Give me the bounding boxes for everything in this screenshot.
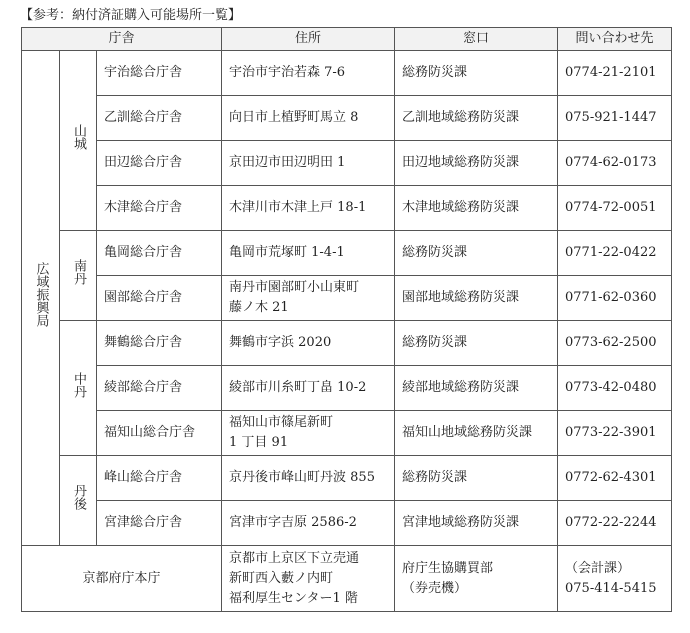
table-row bbox=[22, 411, 672, 456]
address-cell bbox=[222, 276, 395, 321]
region-cell: 山城 bbox=[60, 51, 97, 231]
address-line: 藤ノ木 21 bbox=[229, 300, 289, 315]
window-cell: 総務防災課 bbox=[395, 321, 558, 366]
region-cell: 丹後 bbox=[60, 456, 97, 546]
address-line: 舞鶴市字浜 2020 bbox=[229, 335, 332, 350]
office-cell: 田辺総合庁舎 bbox=[97, 141, 222, 186]
hq-window-cell bbox=[395, 546, 558, 612]
window-cell: 綾部地域総務防災課 bbox=[395, 366, 558, 411]
table-row bbox=[22, 96, 672, 141]
phone-cell: 0773-42-0480 bbox=[558, 366, 672, 411]
bureau-cell: 広域振興局 bbox=[22, 51, 60, 546]
address-cell bbox=[222, 501, 395, 546]
window-line: （券売機） bbox=[402, 580, 468, 596]
office-cell: 綾部総合庁舎 bbox=[97, 366, 222, 411]
phone-cell: 0774-21-2101 bbox=[558, 51, 672, 96]
office-cell: 福知山総合庁舎 bbox=[97, 411, 222, 456]
header-row bbox=[22, 28, 672, 51]
phone-cell: 0771-62-0360 bbox=[558, 276, 672, 321]
address-cell bbox=[222, 411, 395, 456]
address-line: 木津川市木津上戸 18-1 bbox=[229, 200, 367, 215]
address-line: 京丹後市峰山町丹波 855 bbox=[229, 470, 375, 485]
window-cell: 総務防災課 bbox=[395, 51, 558, 96]
hq-row bbox=[22, 546, 672, 612]
hq-office-cell: 京都府庁本庁 bbox=[22, 546, 222, 612]
office-cell: 峰山総合庁舎 bbox=[97, 456, 222, 501]
window-cell: 福知山地域総務防災課 bbox=[395, 411, 558, 456]
address-cell bbox=[222, 51, 395, 96]
contact-line: 075-414-5415 bbox=[565, 580, 657, 596]
address-line: 京田辺市田辺明田 1 bbox=[229, 155, 346, 170]
address-line: 宮津市字吉原 2586-2 bbox=[229, 515, 357, 530]
address-line: 福知山市篠尾新町 bbox=[229, 415, 334, 430]
address-line: 福利厚生センター1 階 bbox=[229, 590, 358, 606]
window-cell: 乙訓地域総務防災課 bbox=[395, 96, 558, 141]
window-cell: 総務防災課 bbox=[395, 456, 558, 501]
window-cell: 田辺地域総務防災課 bbox=[395, 141, 558, 186]
window-line: 府庁生協購買部 bbox=[402, 560, 494, 576]
office-cell: 宇治総合庁舎 bbox=[97, 51, 222, 96]
address-cell bbox=[222, 141, 395, 186]
address-line: 1 丁目 91 bbox=[229, 435, 289, 450]
address-line: 南丹市園部町小山東町 bbox=[229, 280, 360, 295]
table-row bbox=[22, 501, 672, 546]
office-cell: 木津総合庁舎 bbox=[97, 186, 222, 231]
window-cell: 宮津地域総務防災課 bbox=[395, 501, 558, 546]
header-window: 窓口 bbox=[395, 28, 558, 51]
header-address: 住所 bbox=[222, 28, 395, 51]
table-row bbox=[22, 51, 672, 96]
address-line: 京都市上京区下立売通 bbox=[229, 550, 360, 566]
region-cell: 南丹 bbox=[60, 231, 97, 321]
table-row bbox=[22, 231, 672, 276]
header-office: 庁舎 bbox=[22, 28, 222, 51]
table-row bbox=[22, 321, 672, 366]
phone-cell: 0774-62-0173 bbox=[558, 141, 672, 186]
address-cell bbox=[222, 96, 395, 141]
table-row bbox=[22, 366, 672, 411]
table-row bbox=[22, 186, 672, 231]
address-cell bbox=[222, 321, 395, 366]
phone-cell: 0772-22-2244 bbox=[558, 501, 672, 546]
hq-address-cell bbox=[222, 546, 395, 612]
office-cell: 乙訓総合庁舎 bbox=[97, 96, 222, 141]
address-cell bbox=[222, 456, 395, 501]
office-cell: 宮津総合庁舎 bbox=[97, 501, 222, 546]
office-cell: 亀岡総合庁舎 bbox=[97, 231, 222, 276]
region-cell: 中丹 bbox=[60, 321, 97, 456]
office-cell: 園部総合庁舎 bbox=[97, 276, 222, 321]
address-line: 新町西入藪ノ内町 bbox=[229, 570, 334, 586]
phone-cell: 0771-22-0422 bbox=[558, 231, 672, 276]
phone-cell: 0772-62-4301 bbox=[558, 456, 672, 501]
table-row bbox=[22, 276, 672, 321]
phone-cell: 075-921-1447 bbox=[558, 96, 672, 141]
address-line: 綾部市川糸町丁畠 10-2 bbox=[229, 380, 367, 395]
window-cell: 総務防災課 bbox=[395, 231, 558, 276]
window-cell: 木津地域総務防災課 bbox=[395, 186, 558, 231]
contact-line: （会計課） bbox=[565, 560, 631, 576]
address-line: 向日市上植野町馬立 8 bbox=[229, 110, 359, 125]
phone-cell: 0773-62-2500 bbox=[558, 321, 672, 366]
address-cell bbox=[222, 231, 395, 276]
table-row bbox=[22, 141, 672, 186]
document-title: 【参考：納付済証購入可能場所一覧】 bbox=[20, 8, 242, 23]
address-line: 宇治市宇治若森 7-6 bbox=[229, 65, 346, 80]
address-line: 亀岡市荒塚町 1-4-1 bbox=[229, 245, 345, 260]
locations-table bbox=[21, 27, 672, 612]
window-cell: 園部地域総務防災課 bbox=[395, 276, 558, 321]
office-cell: 舞鶴総合庁舎 bbox=[97, 321, 222, 366]
hq-contact-cell bbox=[558, 546, 672, 612]
phone-cell: 0773-22-3901 bbox=[558, 411, 672, 456]
phone-cell: 0774-72-0051 bbox=[558, 186, 672, 231]
table-row bbox=[22, 456, 672, 501]
address-cell bbox=[222, 186, 395, 231]
address-cell bbox=[222, 366, 395, 411]
header-contact: 問い合わせ先 bbox=[558, 28, 672, 51]
